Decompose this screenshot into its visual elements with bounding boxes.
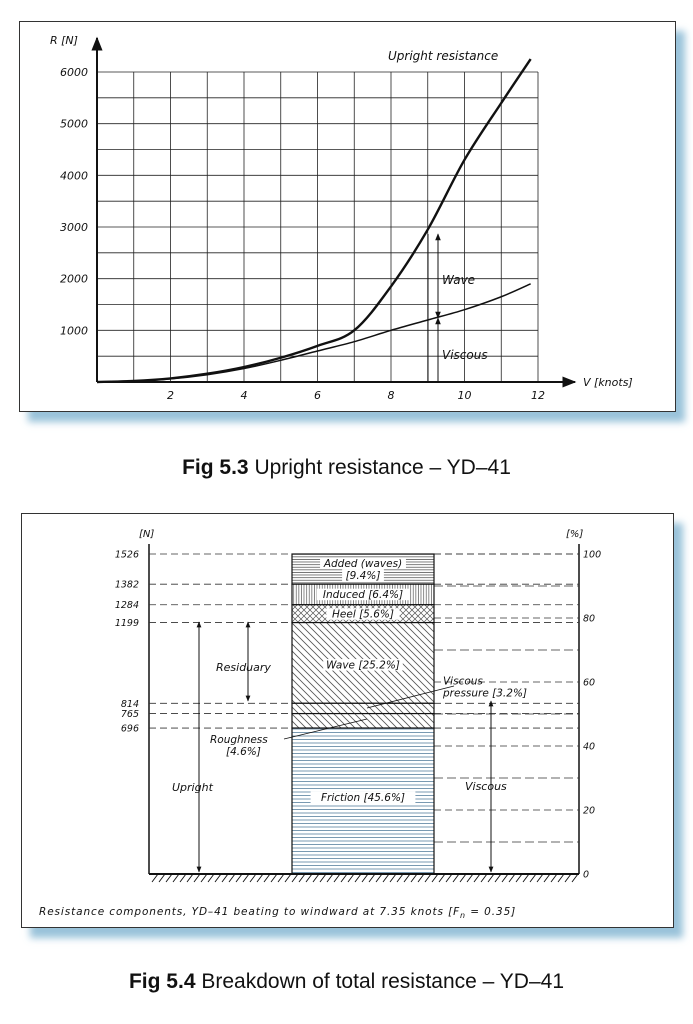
right-tick-label: 60 — [583, 677, 596, 689]
residuary-label: Residuary — [216, 661, 271, 674]
ground-hatch-stroke — [404, 874, 410, 882]
ground-hatch-stroke — [376, 874, 382, 882]
ground-hatch-stroke — [222, 874, 228, 882]
ground-hatch-stroke — [453, 874, 459, 882]
ground-hatch-stroke — [509, 874, 515, 882]
ground-hatch-stroke — [306, 874, 312, 882]
viscous-curve — [97, 284, 531, 382]
caption-number: Fig 5.3 — [182, 456, 249, 479]
x-tick-label: 4 — [240, 389, 248, 402]
ground-hatch-stroke — [565, 874, 571, 882]
right-tick-label: 20 — [583, 805, 596, 817]
ground-hatch-stroke — [502, 874, 508, 882]
ground-hatch-stroke — [285, 874, 291, 882]
x-tick-label: 8 — [387, 389, 395, 402]
ground-hatch-stroke — [558, 874, 564, 882]
chart-grid — [97, 72, 538, 382]
ground-hatch-stroke — [516, 874, 522, 882]
segment-label: Friction [45.6%] — [320, 792, 406, 805]
x-axis-label: V [knots] — [583, 376, 633, 389]
upright-resistance-chart-panel — [19, 21, 676, 412]
ground-hatch-stroke — [474, 874, 480, 882]
caption-number: Fig 5.4 — [128, 970, 196, 993]
right-tick-label: 0 — [583, 869, 590, 881]
ground-hatch-stroke — [418, 874, 424, 882]
footnote — [39, 906, 516, 920]
ground-hatch-stroke — [166, 874, 172, 882]
upright-resistance-label: Upright resistance — [388, 49, 499, 63]
figure-5-4-caption — [0, 970, 693, 994]
ground-hatch-stroke — [194, 874, 200, 882]
ground-hatch-stroke — [467, 874, 473, 882]
left-value-label: 696 — [120, 723, 139, 735]
ground-hatch-stroke — [271, 874, 277, 882]
left-value-label: 1526 — [114, 549, 139, 561]
resistance-breakdown-panel — [21, 513, 674, 928]
x-tick-label: 6 — [314, 389, 321, 402]
caption-text: Breakdown of total resistance – YD–41 — [195, 970, 565, 993]
ground-hatch-stroke — [299, 874, 305, 882]
x-tick-label: 2 — [167, 389, 174, 402]
ground-hatch-stroke — [551, 874, 557, 882]
segment-label: [4.6%] — [226, 746, 261, 759]
left-value-label: 814 — [120, 698, 139, 710]
viscous-group-label: Viscous — [465, 780, 507, 793]
footnote-subscript: n — [460, 911, 466, 920]
ground-hatch-stroke — [411, 874, 417, 882]
ground-hatch-stroke — [201, 874, 207, 882]
y-tick-label: 2000 — [60, 272, 88, 286]
ground-hatch — [152, 874, 578, 882]
y-tick-label: 3000 — [60, 221, 88, 234]
curves — [97, 59, 531, 382]
viscous-label: Viscous — [442, 348, 488, 362]
ground-hatch-stroke — [334, 874, 340, 882]
ground-hatch-stroke — [460, 874, 466, 882]
y-axis-label: R [N] — [50, 34, 78, 47]
upright-resistance-chart — [20, 22, 675, 411]
ground-hatch-stroke — [390, 874, 396, 882]
ground-hatch-stroke — [236, 874, 242, 882]
ground-hatch-stroke — [313, 874, 319, 882]
left-values — [115, 550, 139, 735]
left-value-label: 1199 — [114, 618, 139, 630]
ground-hatch-stroke — [544, 874, 550, 882]
ground-hatch-stroke — [355, 874, 361, 882]
x-tick-label: 10 — [457, 389, 472, 402]
ground-hatch-stroke — [537, 874, 543, 882]
y-tick-label: 4000 — [60, 169, 88, 183]
y-tick-label: 1000 — [60, 324, 88, 338]
segment-label: Roughness — [210, 734, 268, 747]
ground-hatch-stroke — [523, 874, 529, 882]
ground-hatch-stroke — [208, 874, 214, 882]
ground-hatch-stroke — [257, 874, 263, 882]
ground-hatch-stroke — [320, 874, 326, 882]
ground-hatch-stroke — [187, 874, 193, 882]
ground-hatch-stroke — [348, 874, 354, 882]
y-tick-label: 5000 — [60, 117, 88, 131]
left-value-label: 1382 — [114, 579, 139, 591]
ground-hatch-stroke — [369, 874, 375, 882]
ground-hatch-stroke — [264, 874, 270, 882]
ground-hatch-stroke — [383, 874, 389, 882]
caption-text: Upright resistance – YD–41 — [248, 456, 511, 479]
segment-label: Induced [6.4%] — [322, 589, 404, 602]
right-tick-label: 100 — [583, 549, 602, 561]
ground-hatch-stroke — [425, 874, 431, 882]
segment-label: [9.4%] — [345, 570, 381, 582]
ground-hatch-stroke — [215, 874, 221, 882]
segment-label: Heel [5.6%] — [332, 608, 394, 621]
left-value-label: 1284 — [114, 600, 139, 612]
ground-hatch-stroke — [495, 874, 501, 882]
ground-hatch-stroke — [173, 874, 179, 882]
ground-hatch-stroke — [292, 874, 298, 882]
segment-label: Viscous — [443, 675, 483, 688]
x-tick-label: 12 — [531, 389, 545, 402]
ground-hatch-stroke — [446, 874, 452, 882]
ground-hatch-stroke — [159, 874, 165, 882]
segment-label: Wave [25.2%] — [326, 659, 400, 672]
left-unit-label: [N] — [139, 529, 155, 540]
upright-resistance-curve — [97, 59, 531, 382]
resistance-breakdown-diagram — [22, 514, 673, 927]
ground-hatch-stroke — [327, 874, 333, 882]
segment-label: pressure [3.2%] — [443, 687, 528, 700]
ground-hatch-stroke — [152, 874, 158, 882]
y-tick-label: 6000 — [60, 66, 88, 79]
ground-hatch-stroke — [481, 874, 487, 882]
viscous-pressure-segment — [292, 703, 434, 713]
right-tick-label: 80 — [583, 613, 596, 625]
roughness-segment — [292, 714, 434, 728]
ground-hatch-stroke — [488, 874, 494, 882]
ground-hatch-stroke — [243, 874, 249, 882]
footnote-end: = 0.35] — [466, 906, 517, 918]
ground-hatch-stroke — [180, 874, 186, 882]
ground-hatch-stroke — [439, 874, 445, 882]
upright-label: Upright — [172, 781, 213, 794]
right-unit-label: [%] — [566, 529, 584, 540]
ground-hatch-stroke — [362, 874, 368, 882]
ground-hatch-stroke — [229, 874, 235, 882]
ground-hatch-stroke — [530, 874, 536, 882]
ground-hatch-stroke — [572, 874, 578, 882]
figure-5-3-caption — [0, 456, 693, 480]
right-tick-label: 40 — [583, 741, 596, 753]
left-value-label: 765 — [120, 709, 139, 721]
ground-hatch-stroke — [250, 874, 256, 882]
ground-hatch-stroke — [432, 874, 438, 882]
wave-label: Wave — [442, 273, 476, 287]
right-ticks — [583, 550, 601, 881]
ground-hatch-stroke — [278, 874, 284, 882]
footnote-main: Resistance components, YD–41 beating to windward at 7.35 knots [F — [39, 906, 461, 918]
ground-hatch-stroke — [341, 874, 347, 882]
ground-hatch-stroke — [397, 874, 403, 882]
segment-label: Added (waves) — [323, 558, 403, 570]
